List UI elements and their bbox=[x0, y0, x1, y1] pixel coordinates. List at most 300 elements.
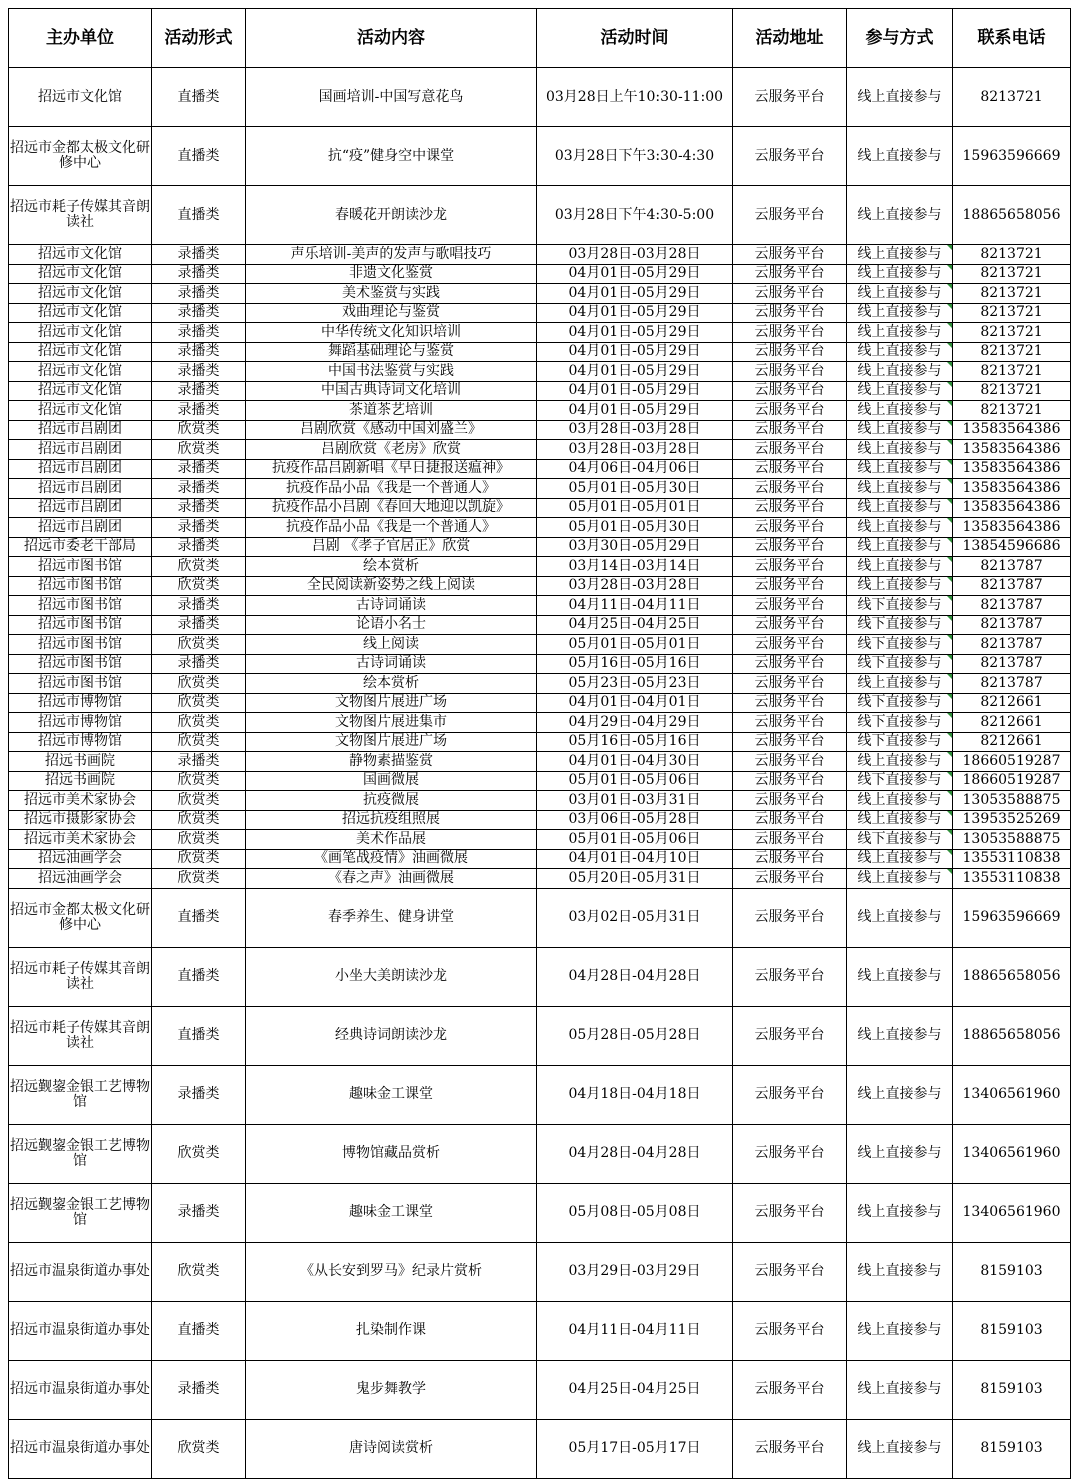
content-cell: 抗疫微展 bbox=[246, 791, 537, 811]
time-cell: 03月01日-03月31日 bbox=[537, 791, 733, 811]
time-cell: 04月01日-05月29日 bbox=[537, 284, 733, 304]
format-cell: 录播类 bbox=[152, 381, 246, 401]
participation-cell: 线上直接参与 bbox=[847, 1301, 953, 1360]
participation-cell: 线下直接参与 bbox=[847, 830, 953, 850]
header-phone: 联系电话 bbox=[953, 9, 1071, 68]
content-cell: 抗“疫”健身空中课堂 bbox=[246, 127, 537, 186]
time-cell: 04月06日-04月06日 bbox=[537, 459, 733, 479]
organizer-cell: 招远市美术家协会 bbox=[9, 830, 152, 850]
format-cell: 录播类 bbox=[152, 752, 246, 772]
organizer-cell: 招远书画院 bbox=[9, 771, 152, 791]
organizer-cell: 招远市温泉街道办事处 bbox=[9, 1242, 152, 1301]
header-content: 活动内容 bbox=[246, 9, 537, 68]
table-row bbox=[9, 127, 1071, 186]
organizer-cell: 招远市博物馆 bbox=[9, 732, 152, 752]
organizer-cell: 招远市图书馆 bbox=[9, 557, 152, 577]
organizer-cell: 招远市博物馆 bbox=[9, 693, 152, 713]
participation-cell: 线上直接参与 bbox=[847, 1419, 953, 1478]
time-cell: 04月28日-04月28日 bbox=[537, 947, 733, 1006]
format-cell: 录播类 bbox=[152, 264, 246, 284]
organizer-cell: 招远市吕剧团 bbox=[9, 420, 152, 440]
participation-cell: 线上直接参与 bbox=[847, 68, 953, 127]
participation-cell: 线上直接参与 bbox=[847, 1065, 953, 1124]
table-row bbox=[9, 1006, 1071, 1065]
table-row bbox=[9, 186, 1071, 245]
participation-cell: 线上直接参与 bbox=[847, 674, 953, 694]
content-cell: 线上阅读 bbox=[246, 635, 537, 655]
format-cell: 录播类 bbox=[152, 323, 246, 343]
time-cell: 04月28日-04月28日 bbox=[537, 1124, 733, 1183]
time-cell: 03月06日-05月28日 bbox=[537, 810, 733, 830]
table-row bbox=[9, 674, 1071, 694]
table-row bbox=[9, 420, 1071, 440]
participation-cell: 线上直接参与 bbox=[847, 245, 953, 265]
participation-cell: 线上直接参与 bbox=[847, 1360, 953, 1419]
participation-cell: 线上直接参与 bbox=[847, 518, 953, 538]
time-cell: 04月11日-04月11日 bbox=[537, 1301, 733, 1360]
participation-cell: 线上直接参与 bbox=[847, 303, 953, 323]
content-cell: 舞蹈基础理论与鉴赏 bbox=[246, 342, 537, 362]
format-cell: 直播类 bbox=[152, 1006, 246, 1065]
time-cell: 04月11日-04月11日 bbox=[537, 596, 733, 616]
organizer-cell: 招远市文化馆 bbox=[9, 401, 152, 421]
content-cell: 鬼步舞教学 bbox=[246, 1360, 537, 1419]
address-cell: 云服务平台 bbox=[733, 947, 847, 1006]
organizer-cell: 招远市图书馆 bbox=[9, 635, 152, 655]
organizer-cell: 招远市委老干部局 bbox=[9, 537, 152, 557]
address-cell: 云服务平台 bbox=[733, 596, 847, 616]
participation-cell: 线上直接参与 bbox=[847, 869, 953, 889]
organizer-cell: 招远市吕剧团 bbox=[9, 459, 152, 479]
content-cell: 中国古典诗词文化培训 bbox=[246, 381, 537, 401]
address-cell: 云服务平台 bbox=[733, 498, 847, 518]
participation-cell: 线上直接参与 bbox=[847, 752, 953, 772]
table-row bbox=[9, 479, 1071, 499]
table-row bbox=[9, 810, 1071, 830]
content-cell: 招远抗疫组照展 bbox=[246, 810, 537, 830]
content-cell: 国画培训-中国写意花鸟 bbox=[246, 68, 537, 127]
address-cell: 云服务平台 bbox=[733, 1124, 847, 1183]
time-cell: 04月01日-04月01日 bbox=[537, 693, 733, 713]
content-cell: 文物图片展进广场 bbox=[246, 732, 537, 752]
participation-cell: 线上直接参与 bbox=[847, 459, 953, 479]
phone-cell: 13953525269 bbox=[953, 810, 1071, 830]
phone-cell: 8159103 bbox=[953, 1360, 1071, 1419]
participation-cell: 线上直接参与 bbox=[847, 381, 953, 401]
table-row bbox=[9, 732, 1071, 752]
format-cell: 直播类 bbox=[152, 68, 246, 127]
phone-cell: 13583564386 bbox=[953, 518, 1071, 538]
address-cell: 云服务平台 bbox=[733, 1183, 847, 1242]
content-cell: 绘本赏析 bbox=[246, 557, 537, 577]
content-cell: 声乐培训-美声的发声与歌唱技巧 bbox=[246, 245, 537, 265]
phone-cell: 13583564386 bbox=[953, 479, 1071, 499]
address-cell: 云服务平台 bbox=[733, 1065, 847, 1124]
organizer-cell: 招远市耗子传媒其音朗读社 bbox=[9, 947, 152, 1006]
address-cell: 云服务平台 bbox=[733, 245, 847, 265]
content-cell: 唐诗阅读赏析 bbox=[246, 1419, 537, 1478]
format-cell: 欣赏类 bbox=[152, 771, 246, 791]
organizer-cell: 招远市温泉街道办事处 bbox=[9, 1419, 152, 1478]
participation-cell: 线上直接参与 bbox=[847, 791, 953, 811]
content-cell: 全民阅读新姿势之线上阅读 bbox=[246, 576, 537, 596]
participation-cell: 线上直接参与 bbox=[847, 284, 953, 304]
content-cell: 绘本赏析 bbox=[246, 674, 537, 694]
table-row bbox=[9, 791, 1071, 811]
format-cell: 直播类 bbox=[152, 1301, 246, 1360]
header-format: 活动形式 bbox=[152, 9, 246, 68]
phone-cell: 8213721 bbox=[953, 245, 1071, 265]
table-row bbox=[9, 947, 1071, 1006]
organizer-cell: 招远市耗子传媒其音朗读社 bbox=[9, 1006, 152, 1065]
phone-cell: 8213787 bbox=[953, 635, 1071, 655]
address-cell: 云服务平台 bbox=[733, 1360, 847, 1419]
address-cell: 云服务平台 bbox=[733, 323, 847, 343]
format-cell: 欣赏类 bbox=[152, 1124, 246, 1183]
time-cell: 04月01日-05月29日 bbox=[537, 381, 733, 401]
organizer-cell: 招远市文化馆 bbox=[9, 245, 152, 265]
format-cell: 欣赏类 bbox=[152, 420, 246, 440]
time-cell: 05月20日-05月31日 bbox=[537, 869, 733, 889]
phone-cell: 8159103 bbox=[953, 1419, 1071, 1478]
content-cell: 抗疫作品小吕剧《春回大地迎以凯旋》 bbox=[246, 498, 537, 518]
phone-cell: 13553110838 bbox=[953, 849, 1071, 869]
phone-cell: 13583564386 bbox=[953, 459, 1071, 479]
organizer-cell: 招远市文化馆 bbox=[9, 342, 152, 362]
time-cell: 03月02日-05月31日 bbox=[537, 888, 733, 947]
table-row bbox=[9, 518, 1071, 538]
format-cell: 录播类 bbox=[152, 362, 246, 382]
content-cell: 春暖花开朗读沙龙 bbox=[246, 186, 537, 245]
content-cell: 文物图片展进集市 bbox=[246, 713, 537, 733]
address-cell: 云服务平台 bbox=[733, 1301, 847, 1360]
time-cell: 04月01日-05月29日 bbox=[537, 303, 733, 323]
time-cell: 05月01日-05月06日 bbox=[537, 830, 733, 850]
address-cell: 云服务平台 bbox=[733, 479, 847, 499]
table-row bbox=[9, 440, 1071, 460]
address-cell: 云服务平台 bbox=[733, 693, 847, 713]
format-cell: 录播类 bbox=[152, 479, 246, 499]
format-cell: 录播类 bbox=[152, 615, 246, 635]
table-row bbox=[9, 576, 1071, 596]
content-cell: 戏曲理论与鉴赏 bbox=[246, 303, 537, 323]
table-row bbox=[9, 245, 1071, 265]
content-cell: 静物素描鉴赏 bbox=[246, 752, 537, 772]
phone-cell: 8213721 bbox=[953, 342, 1071, 362]
content-cell: 博物馆藏品赏析 bbox=[246, 1124, 537, 1183]
content-cell: 春季养生、健身讲堂 bbox=[246, 888, 537, 947]
table-row bbox=[9, 1301, 1071, 1360]
format-cell: 欣赏类 bbox=[152, 1242, 246, 1301]
content-cell: 美术鉴赏与实践 bbox=[246, 284, 537, 304]
time-cell: 03月28日-03月28日 bbox=[537, 420, 733, 440]
content-cell: 古诗词诵读 bbox=[246, 596, 537, 616]
participation-cell: 线下直接参与 bbox=[847, 635, 953, 655]
table-row bbox=[9, 498, 1071, 518]
organizer-cell: 招远市图书馆 bbox=[9, 596, 152, 616]
phone-cell: 13053588875 bbox=[953, 830, 1071, 850]
format-cell: 欣赏类 bbox=[152, 830, 246, 850]
content-cell: 中国书法鉴赏与实践 bbox=[246, 362, 537, 382]
time-cell: 05月01日-05月01日 bbox=[537, 635, 733, 655]
content-cell: 抗疫作品小品《我是一个普通人》 bbox=[246, 518, 537, 538]
table-row bbox=[9, 693, 1071, 713]
participation-cell: 线下直接参与 bbox=[847, 693, 953, 713]
address-cell: 云服务平台 bbox=[733, 732, 847, 752]
time-cell: 03月28日下午4:30-5:00 bbox=[537, 186, 733, 245]
time-cell: 03月14日-03月14日 bbox=[537, 557, 733, 577]
time-cell: 05月17日-05月17日 bbox=[537, 1419, 733, 1478]
content-cell: 《从长安到罗马》纪录片赏析 bbox=[246, 1242, 537, 1301]
organizer-cell: 招远市文化馆 bbox=[9, 68, 152, 127]
time-cell: 05月28日-05月28日 bbox=[537, 1006, 733, 1065]
format-cell: 欣赏类 bbox=[152, 713, 246, 733]
phone-cell: 8159103 bbox=[953, 1242, 1071, 1301]
time-cell: 03月29日-03月29日 bbox=[537, 1242, 733, 1301]
address-cell: 云服务平台 bbox=[733, 401, 847, 421]
address-cell: 云服务平台 bbox=[733, 186, 847, 245]
address-cell: 云服务平台 bbox=[733, 830, 847, 850]
address-cell: 云服务平台 bbox=[733, 127, 847, 186]
format-cell: 直播类 bbox=[152, 947, 246, 1006]
content-cell: 文物图片展进广场 bbox=[246, 693, 537, 713]
format-cell: 录播类 bbox=[152, 459, 246, 479]
format-cell: 录播类 bbox=[152, 342, 246, 362]
organizer-cell: 招远市博物馆 bbox=[9, 713, 152, 733]
participation-cell: 线上直接参与 bbox=[847, 576, 953, 596]
format-cell: 欣赏类 bbox=[152, 440, 246, 460]
phone-cell: 13583564386 bbox=[953, 498, 1071, 518]
table-row bbox=[9, 381, 1071, 401]
table-row bbox=[9, 830, 1071, 850]
content-cell: 《春之声》油画微展 bbox=[246, 869, 537, 889]
time-cell: 04月01日-04月30日 bbox=[537, 752, 733, 772]
time-cell: 04月01日-05月29日 bbox=[537, 323, 733, 343]
content-cell: 经典诗词朗读沙龙 bbox=[246, 1006, 537, 1065]
table-row bbox=[9, 401, 1071, 421]
participation-cell: 线上直接参与 bbox=[847, 888, 953, 947]
organizer-cell: 招远市摄影家协会 bbox=[9, 810, 152, 830]
table-row bbox=[9, 1242, 1071, 1301]
phone-cell: 18865658056 bbox=[953, 186, 1071, 245]
format-cell: 欣赏类 bbox=[152, 674, 246, 694]
participation-cell: 线下直接参与 bbox=[847, 713, 953, 733]
phone-cell: 8213721 bbox=[953, 264, 1071, 284]
format-cell: 录播类 bbox=[152, 596, 246, 616]
format-cell: 录播类 bbox=[152, 518, 246, 538]
table-row bbox=[9, 635, 1071, 655]
time-cell: 03月28日上午10:30-11:00 bbox=[537, 68, 733, 127]
table-row bbox=[9, 1419, 1071, 1478]
organizer-cell: 招远书画院 bbox=[9, 752, 152, 772]
phone-cell: 8212661 bbox=[953, 693, 1071, 713]
time-cell: 03月28日下午3:30-4:30 bbox=[537, 127, 733, 186]
table-row bbox=[9, 596, 1071, 616]
participation-cell: 线上直接参与 bbox=[847, 420, 953, 440]
time-cell: 05月01日-05月30日 bbox=[537, 518, 733, 538]
phone-cell: 8213721 bbox=[953, 284, 1071, 304]
organizer-cell: 招远市耗子传媒其音朗读社 bbox=[9, 186, 152, 245]
header-row bbox=[9, 9, 1071, 68]
phone-cell: 15963596669 bbox=[953, 127, 1071, 186]
address-cell: 云服务平台 bbox=[733, 459, 847, 479]
header-time: 活动时间 bbox=[537, 9, 733, 68]
phone-cell: 13854596686 bbox=[953, 537, 1071, 557]
time-cell: 05月01日-05月06日 bbox=[537, 771, 733, 791]
content-cell: 趣味金工课堂 bbox=[246, 1183, 537, 1242]
organizer-cell: 招远市图书馆 bbox=[9, 615, 152, 635]
participation-cell: 线上直接参与 bbox=[847, 1242, 953, 1301]
format-cell: 录播类 bbox=[152, 1360, 246, 1419]
address-cell: 云服务平台 bbox=[733, 576, 847, 596]
organizer-cell: 招远市吕剧团 bbox=[9, 498, 152, 518]
time-cell: 05月01日-05月01日 bbox=[537, 498, 733, 518]
address-cell: 云服务平台 bbox=[733, 264, 847, 284]
participation-cell: 线下直接参与 bbox=[847, 771, 953, 791]
phone-cell: 18660519287 bbox=[953, 771, 1071, 791]
format-cell: 录播类 bbox=[152, 303, 246, 323]
format-cell: 欣赏类 bbox=[152, 791, 246, 811]
phone-cell: 8213787 bbox=[953, 654, 1071, 674]
table-row bbox=[9, 303, 1071, 323]
address-cell: 云服务平台 bbox=[733, 1242, 847, 1301]
time-cell: 03月28日-03月28日 bbox=[537, 245, 733, 265]
phone-cell: 8212661 bbox=[953, 732, 1071, 752]
phone-cell: 13583564386 bbox=[953, 420, 1071, 440]
format-cell: 录播类 bbox=[152, 284, 246, 304]
participation-cell: 线上直接参与 bbox=[847, 127, 953, 186]
organizer-cell: 招远市文化馆 bbox=[9, 284, 152, 304]
participation-cell: 线上直接参与 bbox=[847, 264, 953, 284]
address-cell: 云服务平台 bbox=[733, 615, 847, 635]
table-row bbox=[9, 1065, 1071, 1124]
participation-cell: 线上直接参与 bbox=[847, 849, 953, 869]
organizer-cell: 招远市吕剧团 bbox=[9, 440, 152, 460]
table-row bbox=[9, 1183, 1071, 1242]
phone-cell: 8213787 bbox=[953, 674, 1071, 694]
format-cell: 欣赏类 bbox=[152, 849, 246, 869]
table-row bbox=[9, 284, 1071, 304]
header-participation: 参与方式 bbox=[847, 9, 953, 68]
time-cell: 04月01日-05月29日 bbox=[537, 401, 733, 421]
format-cell: 欣赏类 bbox=[152, 693, 246, 713]
time-cell: 03月30日-05月29日 bbox=[537, 537, 733, 557]
header-organizer: 主办单位 bbox=[9, 9, 152, 68]
participation-cell: 线下直接参与 bbox=[847, 654, 953, 674]
content-cell: 古诗词诵读 bbox=[246, 654, 537, 674]
table-row bbox=[9, 459, 1071, 479]
content-cell: 吕剧欣赏《老房》欣赏 bbox=[246, 440, 537, 460]
content-cell: 抗疫作品吕剧新唱《早日捷报送瘟神》 bbox=[246, 459, 537, 479]
organizer-cell: 招远市温泉街道办事处 bbox=[9, 1301, 152, 1360]
table-row bbox=[9, 654, 1071, 674]
organizer-cell: 招远市图书馆 bbox=[9, 654, 152, 674]
time-cell: 05月08日-05月08日 bbox=[537, 1183, 733, 1242]
phone-cell: 8213721 bbox=[953, 68, 1071, 127]
table-row bbox=[9, 869, 1071, 889]
phone-cell: 13553110838 bbox=[953, 869, 1071, 889]
address-cell: 云服务平台 bbox=[733, 869, 847, 889]
participation-cell: 线上直接参与 bbox=[847, 186, 953, 245]
phone-cell: 13053588875 bbox=[953, 791, 1071, 811]
content-cell: 国画微展 bbox=[246, 771, 537, 791]
content-cell: 非遗文化鉴赏 bbox=[246, 264, 537, 284]
organizer-cell: 招远市吕剧团 bbox=[9, 479, 152, 499]
table-row bbox=[9, 537, 1071, 557]
table-row bbox=[9, 264, 1071, 284]
phone-cell: 8213787 bbox=[953, 576, 1071, 596]
time-cell: 05月16日-05月16日 bbox=[537, 654, 733, 674]
time-cell: 03月28日-03月28日 bbox=[537, 576, 733, 596]
format-cell: 直播类 bbox=[152, 127, 246, 186]
format-cell: 录播类 bbox=[152, 498, 246, 518]
format-cell: 欣赏类 bbox=[152, 810, 246, 830]
participation-cell: 线上直接参与 bbox=[847, 1006, 953, 1065]
participation-cell: 线上直接参与 bbox=[847, 1183, 953, 1242]
format-cell: 录播类 bbox=[152, 1183, 246, 1242]
address-cell: 云服务平台 bbox=[733, 303, 847, 323]
time-cell: 04月29日-04月29日 bbox=[537, 713, 733, 733]
table-row bbox=[9, 752, 1071, 772]
format-cell: 欣赏类 bbox=[152, 1419, 246, 1478]
participation-cell: 线上直接参与 bbox=[847, 498, 953, 518]
time-cell: 05月01日-05月30日 bbox=[537, 479, 733, 499]
organizer-cell: 招远市文化馆 bbox=[9, 264, 152, 284]
format-cell: 直播类 bbox=[152, 888, 246, 947]
format-cell: 欣赏类 bbox=[152, 576, 246, 596]
phone-cell: 18865658056 bbox=[953, 1006, 1071, 1065]
address-cell: 云服务平台 bbox=[733, 635, 847, 655]
participation-cell: 线下直接参与 bbox=[847, 732, 953, 752]
participation-cell: 线上直接参与 bbox=[847, 323, 953, 343]
phone-cell: 8213721 bbox=[953, 401, 1071, 421]
participation-cell: 线下直接参与 bbox=[847, 615, 953, 635]
address-cell: 云服务平台 bbox=[733, 362, 847, 382]
phone-cell: 18865658056 bbox=[953, 947, 1071, 1006]
address-cell: 云服务平台 bbox=[733, 888, 847, 947]
address-cell: 云服务平台 bbox=[733, 654, 847, 674]
phone-cell: 8212661 bbox=[953, 713, 1071, 733]
address-cell: 云服务平台 bbox=[733, 518, 847, 538]
organizer-cell: 招远觐鋆金银工艺博物馆 bbox=[9, 1183, 152, 1242]
address-cell: 云服务平台 bbox=[733, 1419, 847, 1478]
participation-cell: 线上直接参与 bbox=[847, 557, 953, 577]
organizer-cell: 招远市文化馆 bbox=[9, 362, 152, 382]
table-row bbox=[9, 713, 1071, 733]
address-cell: 云服务平台 bbox=[733, 420, 847, 440]
address-cell: 云服务平台 bbox=[733, 713, 847, 733]
content-cell: 美术作品展 bbox=[246, 830, 537, 850]
format-cell: 录播类 bbox=[152, 245, 246, 265]
organizer-cell: 招远油画学会 bbox=[9, 849, 152, 869]
table-row bbox=[9, 615, 1071, 635]
time-cell: 04月18日-04月18日 bbox=[537, 1065, 733, 1124]
table-row bbox=[9, 342, 1071, 362]
participation-cell: 线上直接参与 bbox=[847, 810, 953, 830]
address-cell: 云服务平台 bbox=[733, 674, 847, 694]
address-cell: 云服务平台 bbox=[733, 440, 847, 460]
phone-cell: 8213721 bbox=[953, 303, 1071, 323]
phone-cell: 13583564386 bbox=[953, 440, 1071, 460]
participation-cell: 线上直接参与 bbox=[847, 947, 953, 1006]
organizer-cell: 招远市金都太极文化研修中心 bbox=[9, 888, 152, 947]
participation-cell: 线上直接参与 bbox=[847, 401, 953, 421]
phone-cell: 13406561960 bbox=[953, 1124, 1071, 1183]
participation-cell: 线上直接参与 bbox=[847, 537, 953, 557]
address-cell: 云服务平台 bbox=[733, 752, 847, 772]
address-cell: 云服务平台 bbox=[733, 68, 847, 127]
participation-cell: 线上直接参与 bbox=[847, 479, 953, 499]
